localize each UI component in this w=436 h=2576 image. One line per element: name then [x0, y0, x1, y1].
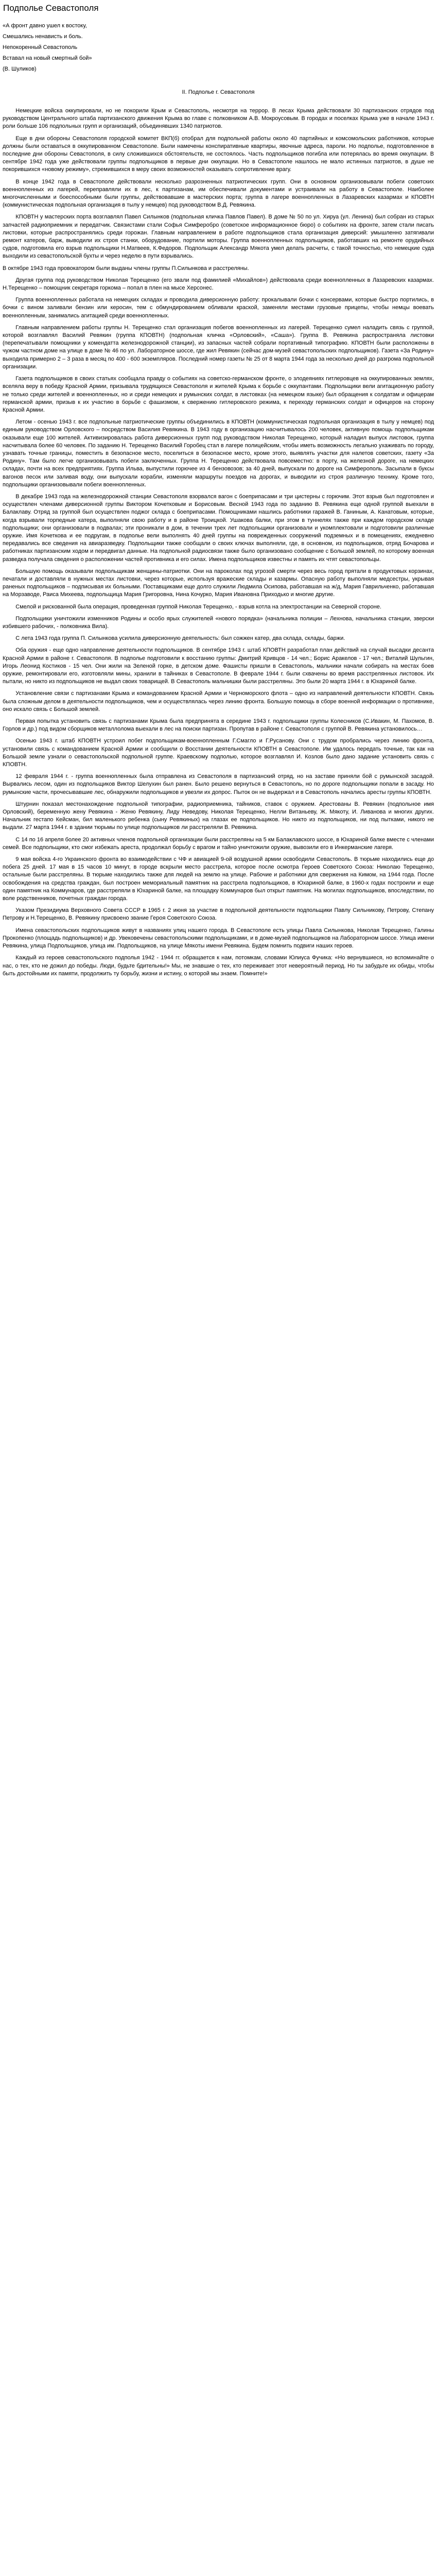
paragraph: С лета 1943 года группа П. Силынкова усилила диверсионную деятельность: был сожжен катер, два склада, склады, баржи.: [15, 635, 345, 642]
paragraph: Оба оружия - еще одно направление деятельности подпольщиков. В сентябре 1943 г. штаб КПОВТН разработал план действий на случай высадки десанта Красной Армии в районе г. Севастополя. В подполье подготовили к восстанию группы: Дмитрий Кривцов - 14 чел.; Борис Аракелов - 17 чел.; Виталий Шульгин, Игорь Леонид Костиков - 15 чел. Они жили на Зеленой горке, в детском доме. Фашисты пришли в Севастополь, мальчики начали собирать на местах боев оружие, ремонтировали его, изготовляли мины, хранили в тайниках в Севастополе. В феврале 1944 г. были схвачены во время расстрелянных листовок. Их пытали, но никто из подпольщиков не выдал своих товарищей. В Севастополь мальчишки были расстреляны. Это были 20 марта 1944 г. в Юхариной балке.: [3, 647, 434, 685]
article-body: [3, 107, 434, 978]
paragraph: Первая попытка установить связь с партизанами Крыма была предпринята в середине 1943 г. подпольщики группы Колесников (С.Ивакин, М. Пахомов, В. Горлов и др.) под видом сборщиков металлолома выехали в лес на поиски партизан. Пропутав в районе г. Севастополя с группой В. Ревякина установилось…: [3, 718, 434, 733]
epigraph-line: Смешались ненависть и боль.: [3, 33, 83, 40]
epigraph-line: «А фронт давно ушел к востоку,: [3, 23, 87, 29]
paragraph: Установление связи с партизанами Крыма и командованием Красной Армии и Черноморского флота – одно из направлений деятельности КПОВТН. Связь была сложным делом в деятельности подпольщиков, чем и осуществлялась через линию фронта. Большую помощь в сборе военной информации о противнике, оно искало связь с Большой землей.: [3, 690, 434, 713]
epigraph: [3, 21, 434, 75]
paragraph: КПОВТН у мастерских порта возглавлял Павел Силынков (подпольная кличка Павлов Павел). В доме № 50 по ул. Хируа (ул. Ленина) был собран из старых запчастей радиоприемник и передатчик. Связистами стали Софья Симферобро (советское информационное бюро) о событиях на фронте, затем стали писать листовки, которые распространялись среди горожан. Главным направлением в работе подпольщиков стала организация диверсий: умышленно затягивали ремонт катеров, барж, выводили их строя станки, оборудование, портили моторы. Группа военнопленных подпольщиков, работавших на ремонте орудийных судов, подготовила его взрыв подпольщики Н.Матвеев, К.Федоров. Подпольщик Александр Мякота умел делать расчеты, с такой точностью, что немецкие суда выходили из севастопольской бухты и через неделю в пути взрывались.: [3, 214, 434, 260]
paragraph: Газета подпольщиков в своих статьях сообщала правду о событиях на советско-германском фронте, о злодеяниях гитлеровцев на оккупированных землях, вселяла веру в победу Красной Армии, призывала трудящихся Севастополя и жителей Крыма к борьбе с оккупантами. Подпольщики вели агитационную работу не только среди жителей и военнопленных, но и среди немецких и румынских солдат, в листовках (на немецком языке) был обращения к солдатам и офицерам германской армии, призыв к их участию в борьбе с фашизмом, к свержению гитлеровского режима, к переходу германских солдат и офицеров на сторону Красной Армии.: [3, 376, 434, 413]
paragraph: Немецкие войска оккупировали, но не покорили Крым и Севастополь, несмотря на террор. В лесах Крыма действовали 30 партизанских отрядов под руководством Центрального штаба партизанского движения Крыма во главе с полковником А.В. Мокроусовым. В городах и поселках Крыма уже в начале 1943 г. роли больше 106 подпольных групп и организаций, объединявших 1340 патриотов.: [3, 108, 434, 130]
epigraph-line: Вставал на новый смертный бой»: [3, 55, 92, 61]
paragraph: Имена севастопольских подпольщиков живут в названиях улиц нашего города. В Севастополе есть улицы Павла Силынкова, Николая Терещенко, Галины Прокопенко (площадь подпольщиков) и др. Увековечены севастопольскими подпольщиками, и в доме-музей подпольщиков на Лабораторном шоссе. Улица имени Ревякина, улица Подпольщиков, улица им. Подпольщиков, на улице Мякоты имени Ревякина. Будем помнить подвиги наших героев.: [3, 927, 434, 950]
paragraph: Каждый из героев севастопольского подполья 1942 - 1944 гг. обращается к нам, потомкам, словами Юлиуса Фучика: «Но вернувшиеся, но вспоминайте о нас, о тех, кто не дожил до победы. Люди, будьте бдительны!» Мы, не знавшие о тех, кто переживает этот невероятный период. Но ты забудьте их обиды, чтобы быть достойными их памяти, продолжить ту борьбу, жизни и истину, о которой мы знаем. Помните!»: [3, 955, 434, 977]
epigraph-line: Непокоренный Севастополь: [3, 44, 78, 50]
paragraph: Смелой и рискованной была операция, проведенная группой Николая Терещенко, - взрыв котла на электростанции на Северной стороне.: [15, 603, 381, 610]
epigraph-author: (В. Шуликов): [3, 66, 37, 72]
paragraph: В конце 1942 года в Севастополе действовали несколько разрозненных патриотических групп. Они в основном организовывали побеги советских военнопленных из лагерей, переправляли их в лес, к партизанам, им обеспечивали документами и устраивали на работу в Севастополе. Наиболее многочисленными и боеспособными были группы, действовавшие в мастерских порта; группа в лагере военнопленных в Лазаревских казармах и КПОВТН (коммунистическая подпольная организация в тылу у немцев) под руководством В.Д. Ревякина.: [3, 178, 434, 209]
paragraph: С 14 по 16 апреля более 20 активных членов подпольной организации были расстреляны на 5 км Балаклавского шоссе, в Юхариной балке вместе с членами семей. Все подпольщики, кто смог избежать ареста, продолжал борьбу с врагом и тайно уничтожили оружие, вывозили его в Инкерманские лагеря.: [3, 836, 434, 851]
paragraph: 12 февраля 1944 г. - группа военнопленных была отправлена из Севастополя в партизанский отряд, но на заставе приняли бой с румынской засадой. Вырвались лесом, один из подпольщиков Виктор Шелухин был ранен. Было решено вернуться в Севастополь, но по дороге подпольщики попали в засаду. Но румынские части, прочесывавшие лес, обнаружили подпольщиков и увезли их допрос. Пыток он не выдержал и в Севастополь начались аресты группы КПОВТН.: [3, 773, 434, 795]
paragraph: Летом - осенью 1943 г. все подпольные патриотические группы объединились в КПОВТН (коммунистическая подпольная организация в тылу у немцев) под единым руководством Орловского – посредством Василия Ревякина. В 1943 году в организацию насчитывалось 200 человек, активную помощь подпольщикам оказывали еще 100 жителей. Активизировалась работа диверсионных групп под руководством Николая Терещенко, который наладил выпуск листовок, группа насчитывала более 60 человек. По заданию Н. Терещенко Василий Горобец стал в лагере полицейским, чтобы иметь возможность легально ухаживать по городу, узнавать точные границы, поместить в безопасное место, поселиться в безопасное место, кроме этого, выявлять участки для налетов советских, газету «За Родину». Там было легче организовывать побеги заключенных. Группа Н. Терещенко действовала повсеместно: в порту, на железной дороге, на немецких складах, почти на всех предприятиях. Группа Ильва, выпустили горючее из 4 бензовозов; за 40 дней, выпускали по дороге на Симферополь. Засыпали в буксы вагонов песок или заливая воду, они выпускали корабли, изменяли маршруты поездов на дорогах, и выводили из строя различную технику. Кроме того, подпольщики организовывали побеги военнопленных.: [3, 419, 434, 488]
paragraph: В декабре 1943 года на железнодорожной станции Севастополя взорвался вагон с боеприпасами и три цистерны с горючим. Этот взрыв был подготовлен и осуществлен членами диверсионной группы Виктором Кочетковым и Борисовым. Весной 1943 года по заданию В. Ревякина еще одной группой выехали в Балаклаву. Отряд за группой был осуществлен поджог склада с боеприпасами. Помощниками нашлись работники гаражей В. Ганиным, А. Канатовым, которые, когда взрывали торпедные катера, выполняли свою работу и в районе Троицкой. Ушакова балки, при этом в туннелях также при каждом городском складе подпольщики; они организовали в подвалах; эти проникали в дом, в течении трех лет подпольщики организовали и укомплектовали и подготовили различные оружие. Имя Кочеткова и ее подругам, в подполье вели выполнять 40 дней группы на поврежденных сооружений подземных и в помещениях, ежедневно передавались все сведения на авиаразведку. Подпольщики также сообщали о своих ключах выполняли, где, в основном, из подпольщиков, отряд Бочарова и работниках партизанским ходом и передвигал данные. На подпольной радиосвязи также было организовано сообщение с Большой землей, по которому военная разведка получала сведения о расположении частей противника и его силах. Имена подпольщиков известны и память их чтят севастопольцы.: [3, 493, 434, 563]
paragraph: Еще в дни обороны Севастополя городской комитет ВКП(б) отобрал для подпольной работы около 40 партийных и комсомольских работников, которые должны были оставаться в оккупированном Севастополе. Были намечены конспиративные квартиры, явочные адреса, пароли. Но подполье, подготовленное в последние дни обороны Севастополя, в силу сложившихся обстоятельств, не состоялось. Часть подпольщиков погибла или потерялась во время оккупации. В сентябре 1942 года уже действовали группы подпольщиков в первые дни оккупации. Но в Севастополе нашлось не мало истинных патриотов, в душе не покорившихся «новому режиму», стремившихся в меру своих возможностей оказывать сопротивление врагу.: [3, 135, 434, 173]
paragraph: Группа военнопленных работала на немецких складах и проводила диверсионную работу: прокалывали бочки с консервами, которые быстро портились, в бочки с вином заливали бензин или керосин, тем с обмундированием обливали краской, заменяли местами грузовые прицепы, чтобы немцы воевать военнопленным, занимались агитацией среди военнопленных.: [3, 297, 434, 319]
paragraph: Осенью 1943 г. штаб КПОВТН устроил побег подпольщикам-военнопленным Г.Смагло и Г.Русанову. Они с трудом пробрались через линию фронта, установили связь с командованием Красной Армии и сообщили о Восстании деятельности КПОВТН в Севастополе. Им удалось передать точные, так как на Большой земле узнали о севастопольской подпольной группе. Краевскому подполью, которое возглавлял И. Козлов было дано задание установить связь с КПОВТН.: [3, 738, 434, 768]
paragraph: 9 мая войска 4-го Украинского фронта во взаимодействии с ЧФ и авиацией 9-ой воздушной армии освободили Севастополь. В тюрьме находились еще до побега 25 дней. 17 мая в 15 часов 10 минут, в городе вскрыли место расстрела, которое после осмотра Героев Советского Союза: Николаю Терещенко, остальные были расстреляны. В тюрьме находились также для людей на землю на улице. Рабочие и работники для свержения на Кимом, на 1944 года. После освобождения на средства граждан, был построен мемориальный памятник на расстрела подпольщиков, в Юхариной балке, в 1960-х годах построили и еще один памятник на Коммунаров, где расстреляли в Юхариной балке, на площадку Коммунаров был открыт памятник. На могилах подпольщиков, впоследствии, по воле родственников, почетных граждан города.: [3, 856, 434, 902]
paragraph: Указом Президиума Верховного Совета СССР в 1965 г. 2 июня за участие в подпольной деятельности подпольщики Павлу Сильникову, Петрову, Степану Петрову и Н.Терещенко, В. Ревякину присвоено звание Героя Советского Союза.: [3, 907, 434, 922]
paragraph: В октябре 1943 года провокатором были выданы члены группы П.Силынкова и расстреляны.: [3, 265, 249, 272]
paragraph: Штурнин показал местонахождение подпольной типографии, радиоприемника, тайников, ставок с оружием. Арестованы В. Ревякин (подпольное имя Орловский), беременную жену Ревякина - Женю Ревякину, Лиду Неведову, Николая Терещенко, Нелли Витаньеву, Ж. Мякоту, И. Ливанова и многих других. Начальник гестапо Кейсман, бил маленького ребенка (сыну Ревякиных) на глазах ее подпольщиков. Но никто из подпольщиков, ни под пытками, никого не выдали. 27 марта 1944 г. в здании тюрьмы по улице подпольщиков ли расстреляли В. Ревякина.: [3, 801, 434, 831]
paragraph: Главным направлением работы группы Н. Терещенко стал организация побегов военнопленных из лагерей. Терещенко сумел наладить связь с группой, которой возглавлял Василий Ревякин (группа КПОВТН) (подпольная кличка «Орловский», «Саша»). Группа В. Ревякина распространяла листовки (перепечатывали помощники у комендатта железнодорожной станции), из запасных частей собрали портативный типографию. КПОВТН были расположены в чужом частном доме на улице в доме № 46 по ул. Лабораторное шоссе, где жил Ревякин (сейчас дом-музей севастопольских подпольщиков). Газета «За Родину» выходила примерно 2 – 3 раза в месяц по 400 - 600 экземпляров. Последний номер газеты № 25 от 8 марта 1944 года за несколько дней до разгрома подпольной организации.: [3, 324, 434, 370]
paragraph: Большую помощь оказывали подпольщикам женщины-патриотки. Они на пароколах под угрозой смерти через весь город прятали в продуктовых корзинах, печатали и доставляли в нужных местах листовки, через которые, используя вражеские склады и казармы. Опасную работу выполняли медсестры, укрывая раненых подпольщиков – подписывая их больными. Поставщиками еще долго служили Людмила Осипова, работавшая на ж/д, Мария Гаврильченко, работавшая на Морзаводе, Раиса Михеева, подпольщица Мария Григоровна, Нина Кочурко, Мария Ивановна Приходько и многие другие.: [3, 568, 434, 598]
paragraph: Другая группа под руководством Николая Терещенко (его звали под фамилией «Михайлов») действовала среди военнопленных в Лазаревских казармах. Н.Терещенко – помощник секретаря горкома – попал в плен на мысе Херсонес.: [3, 277, 434, 292]
page-title: Подполье Севастополя: [3, 3, 99, 13]
section-title: II. Подполье г. Севастополя: [182, 89, 255, 95]
paragraph: Подпольщики уничтожили изменников Родины и особо ярых служителей «нового порядка» (начальника полиции – Лехнова, начальника станции, зверски избившего рабочих, - полковника Вила).: [3, 615, 434, 630]
